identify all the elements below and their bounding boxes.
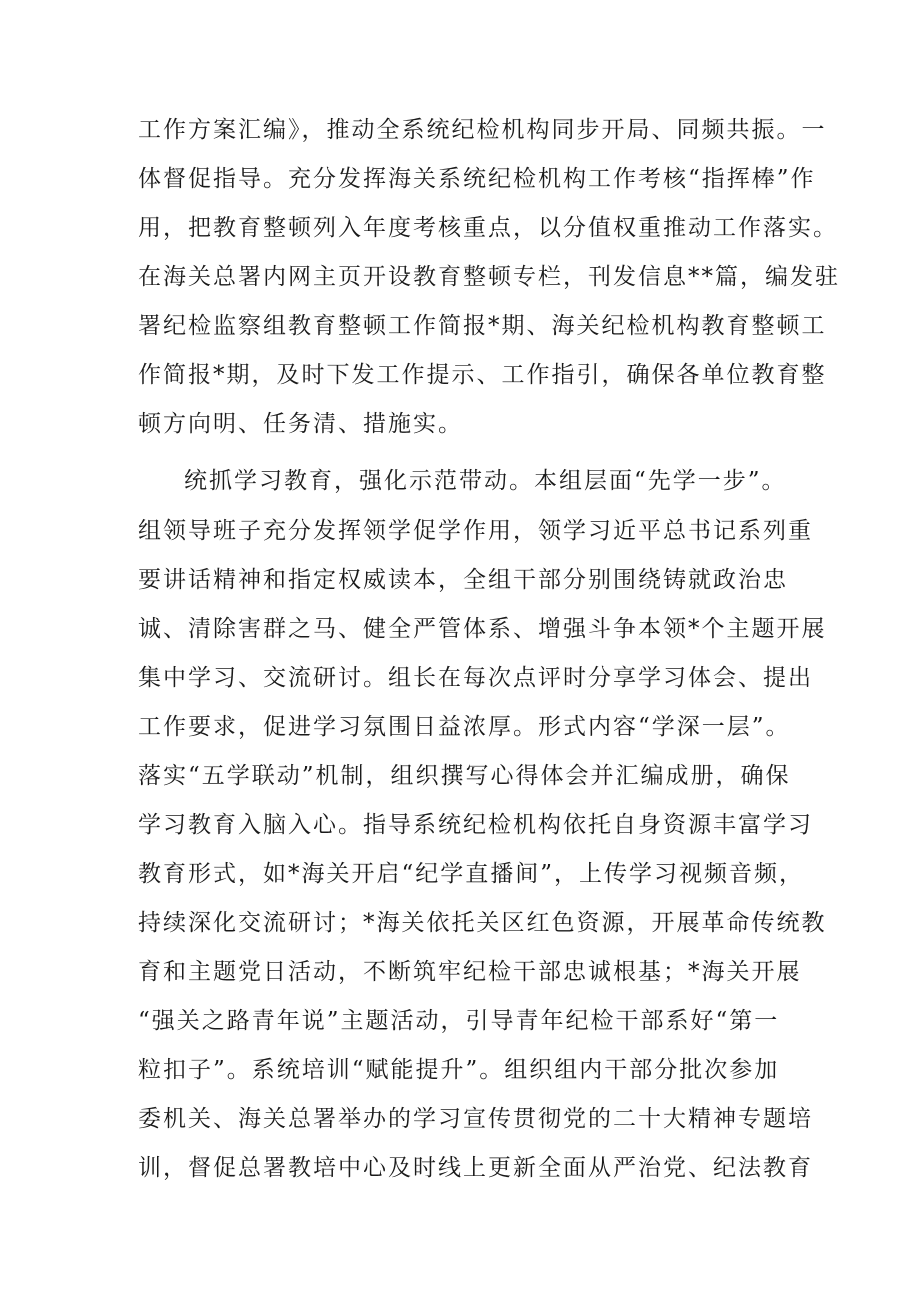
text-line: 工作要求，促进学习氛围日益浓厚。形式内容“学深一层”。 — [138, 714, 791, 740]
text-line: 委机关、海关总署举办的学习宣传贯彻党的二十大精神专题培 — [138, 1106, 813, 1132]
text-line: 在海关总署内网主页开设教育整顿专栏，刊发信息**篇，编发驻 — [138, 264, 840, 290]
text-line: 体督促指导。充分发挥海关系统纪检机构工作考核“指挥棒”作 — [138, 166, 816, 192]
text-line: 用，把教育整顿列入年度考核重点，以分值权重推动工作落实。 — [138, 215, 838, 241]
text-line: 训，督促总署教培中心及时线上更新全面从严治党、纪法教育 — [138, 1155, 813, 1181]
text-line: 育和主题党日活动，不断筑牢纪检干部忠诚根基；*海关开展 — [138, 959, 802, 985]
text-line: 学习教育入脑入心。指导系统纪检机构依托自身资源丰富学习 — [138, 812, 813, 838]
text-line: 持续深化交流研讨；*海关依托关区红色资源，开展革命传统教 — [138, 910, 827, 936]
text-line: 粒扣子”。系统培训“赋能提升”。组织组内干部分批次参加 — [138, 1057, 780, 1083]
text-line: 工作方案汇编》，推动全系统纪检机构同步开局、同频共振。一 — [138, 117, 827, 143]
text-line: 诚、清除害群之马、健全严管体系、增强斗争本领*个主题开展 — [138, 616, 827, 642]
text-line: “强关之路青年说”主题活动，引导青年纪检干部系好“第一 — [138, 1008, 780, 1034]
text-line: 组领导班子充分发挥领学促学作用，领学习近平总书记系列重 — [138, 518, 813, 544]
text-line: 作简报*期，及时下发工作提示、工作指引，确保各单位教育整 — [138, 362, 827, 388]
text-line: 统抓学习教育，强化示范带动。本组层面“先学一步”。 — [184, 468, 787, 494]
text-line: 落实“五学联动”机制，组织撰写心得体会并汇编成册，确保 — [138, 763, 791, 789]
text-line: 署纪检监察组教育整顿工作简报*期、海关纪检机构教育整顿工 — [138, 313, 827, 339]
text-line: 要讲话精神和指定权威读本，全组干部分别围绕铸就政治忠 — [138, 567, 788, 593]
text-line: 教育形式，如*海关开启“纪学直播间”，上传学习视频音频， — [138, 861, 805, 887]
text-line: 集中学习、交流研讨。组长在每次点评时分享学习体会、提出 — [138, 665, 813, 691]
text-line: 顿方向明、任务清、措施实。 — [138, 411, 463, 437]
